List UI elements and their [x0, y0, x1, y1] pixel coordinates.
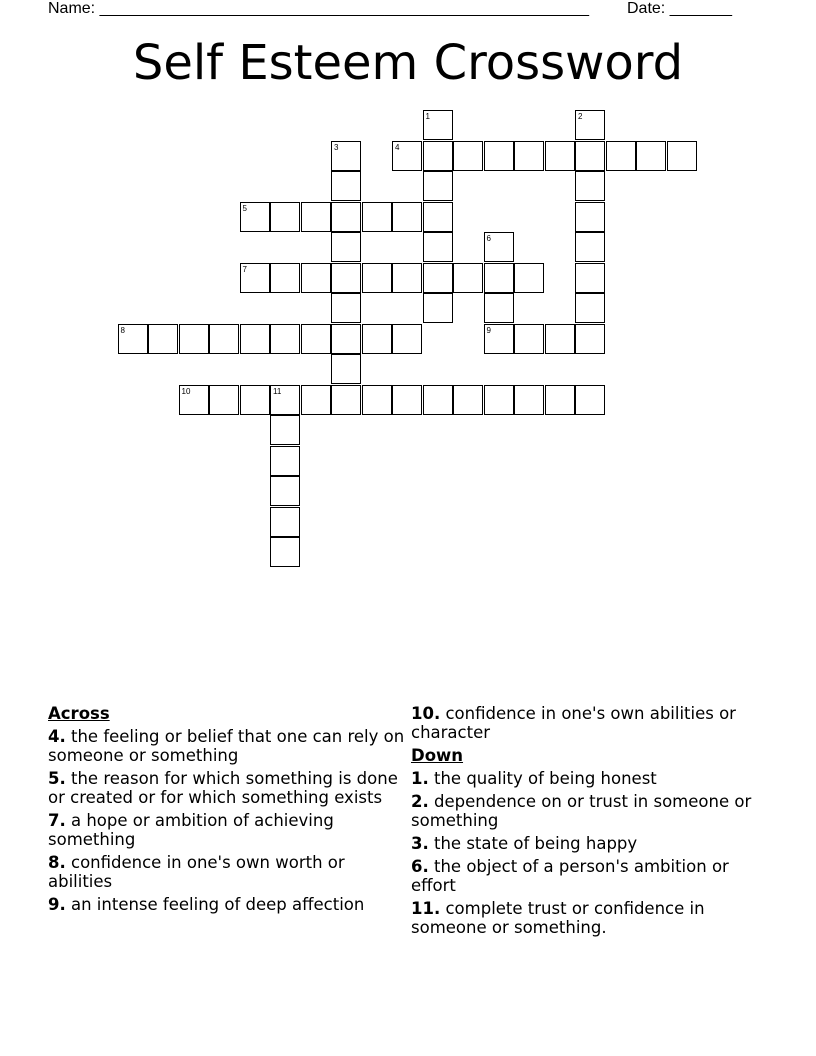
clues-left-column [48, 704, 410, 918]
grid-cell[interactable] [362, 324, 392, 354]
grid-cell[interactable] [362, 202, 392, 232]
clue-across-4 [48, 727, 410, 765]
grid-cell[interactable] [514, 324, 544, 354]
clue-text: confidence in one's own abilities or character [411, 704, 736, 742]
grid-cell[interactable] [575, 202, 605, 232]
grid-cell[interactable] [209, 385, 239, 415]
grid-cell[interactable] [362, 385, 392, 415]
grid-cell[interactable] [514, 385, 544, 415]
clue-across-8 [48, 853, 410, 891]
cell-number: 11 [273, 386, 282, 396]
cell-number: 9 [486, 325, 491, 335]
grid-cell[interactable] [240, 202, 270, 232]
grid-cell[interactable] [545, 324, 575, 354]
clue-number: 2. [411, 792, 429, 811]
grid-cell[interactable] [240, 385, 270, 415]
cell-number: 3 [334, 142, 339, 152]
clue-text: the feeling or belief that one can rely on someone or something [48, 727, 405, 765]
grid-cell[interactable] [575, 171, 605, 201]
clue-number: 4. [48, 727, 66, 746]
clue-across-10 [411, 704, 761, 742]
clue-text: the reason for which something is done or created or for which something exists [48, 769, 398, 807]
grid-cell[interactable] [636, 141, 666, 171]
cell-number: 1 [425, 112, 430, 121]
grid-cell[interactable] [301, 385, 331, 415]
clue-number: 7. [48, 811, 66, 830]
grid-cell[interactable] [423, 232, 453, 262]
grid-cell[interactable] [331, 354, 361, 384]
grid-cell[interactable] [423, 385, 453, 415]
grid-cell[interactable] [392, 202, 422, 232]
grid-cell[interactable] [514, 141, 544, 171]
clue-down-6 [411, 857, 761, 895]
grid-cell[interactable] [484, 385, 514, 415]
grid-cell[interactable] [423, 263, 453, 293]
clue-down-2 [411, 792, 761, 830]
grid-cell[interactable] [575, 263, 605, 293]
grid-cell[interactable] [270, 537, 300, 567]
grid-cell[interactable] [606, 141, 636, 171]
grid-cell[interactable] [575, 324, 605, 354]
grid-cell[interactable] [301, 324, 331, 354]
grid-cell[interactable] [423, 110, 453, 140]
clue-number: 6. [411, 857, 429, 876]
down-heading: Down [411, 746, 464, 765]
grid-cell[interactable] [453, 385, 483, 415]
grid-cell[interactable] [270, 263, 300, 293]
grid-cell[interactable] [118, 324, 148, 354]
grid-cell[interactable] [331, 263, 361, 293]
grid-cell[interactable] [331, 171, 361, 201]
grid-cell[interactable] [423, 141, 453, 171]
grid-cell[interactable] [331, 385, 361, 415]
grid-cell[interactable] [270, 202, 300, 232]
clues-right-column [411, 704, 761, 941]
clue-text: confidence in one's own worth or abilities [48, 853, 345, 891]
grid-cell[interactable] [209, 324, 239, 354]
grid-cell[interactable] [270, 446, 300, 476]
clue-text: the object of a person's ambition or effort [411, 857, 729, 895]
date-field-label: Date: _______ [627, 0, 732, 17]
clue-down-11 [411, 899, 761, 937]
clue-across-7 [48, 811, 410, 849]
grid-cell[interactable] [240, 263, 270, 293]
clue-text: dependence on or trust in someone or something [411, 792, 752, 830]
clue-text: complete trust or confidence in someone or something. [411, 899, 705, 937]
cell-number: 10 [181, 386, 191, 396]
clue-number: 10. [411, 704, 441, 723]
cell-number: 7 [242, 264, 247, 274]
grid-cell[interactable] [575, 110, 605, 140]
clue-number: 11. [411, 899, 441, 918]
grid-cell[interactable] [545, 141, 575, 171]
grid-cell[interactable] [484, 324, 514, 354]
grid-cell[interactable] [484, 293, 514, 323]
grid-cell[interactable] [270, 324, 300, 354]
grid-cell[interactable] [301, 202, 331, 232]
grid-cell[interactable] [331, 202, 361, 232]
grid-cell[interactable] [667, 141, 697, 171]
clue-down-1 [411, 769, 761, 788]
page-title: Self Esteem Crossword [132, 35, 684, 91]
grid-cell[interactable] [575, 293, 605, 323]
grid-cell[interactable] [484, 141, 514, 171]
grid-cell[interactable] [331, 293, 361, 323]
grid-cell[interactable] [179, 324, 209, 354]
grid-cell[interactable] [392, 141, 422, 171]
cell-number: 8 [120, 325, 125, 335]
grid-cell[interactable] [575, 141, 605, 171]
clue-down-3 [411, 834, 761, 853]
across-heading: Across [48, 704, 110, 723]
grid-cell[interactable] [545, 385, 575, 415]
grid-cell[interactable] [392, 324, 422, 354]
grid-cell[interactable] [575, 385, 605, 415]
grid-cell[interactable] [423, 202, 453, 232]
grid-cell[interactable] [301, 263, 331, 293]
grid-cell[interactable] [362, 263, 392, 293]
grid-cell[interactable] [331, 141, 361, 171]
clue-number: 3. [411, 834, 429, 853]
grid-cell[interactable] [484, 263, 514, 293]
grid-cell[interactable] [423, 293, 453, 323]
grid-cell[interactable] [270, 385, 300, 415]
grid-cell[interactable] [514, 263, 544, 293]
clue-text: a hope or ambition of achieving something [48, 811, 334, 849]
grid-cell[interactable] [270, 507, 300, 537]
clue-across-9 [48, 895, 410, 914]
clue-text: the quality of being honest [428, 769, 657, 788]
clue-text: the state of being happy [428, 834, 638, 853]
grid-cell[interactable] [392, 263, 422, 293]
grid-cell[interactable] [423, 171, 453, 201]
grid-cell[interactable] [179, 385, 209, 415]
grid-cell[interactable] [575, 232, 605, 262]
name-field-label: Name: _______________________________________________________ [48, 0, 589, 17]
cell-number: 4 [395, 142, 400, 152]
clue-across-5 [48, 769, 410, 807]
cell-number: 2 [578, 112, 583, 121]
grid-cell[interactable] [392, 385, 422, 415]
clue-number: 1. [411, 769, 429, 788]
cell-number: 6 [486, 234, 491, 243]
grid-cell[interactable] [270, 476, 300, 506]
clue-number: 5. [48, 769, 66, 788]
cell-number: 5 [242, 203, 247, 213]
grid-cell[interactable] [331, 232, 361, 262]
grid-cell[interactable] [453, 263, 483, 293]
clue-number: 9. [48, 895, 66, 914]
grid-cell[interactable] [453, 141, 483, 171]
clue-text: an intense feeling of deep affection [65, 895, 365, 914]
grid-cell[interactable] [484, 232, 514, 262]
grid-cell[interactable] [148, 324, 178, 354]
grid-cell[interactable] [270, 415, 300, 445]
grid-cell[interactable] [331, 324, 361, 354]
grid-cell[interactable] [240, 324, 270, 354]
clue-number: 8. [48, 853, 66, 872]
